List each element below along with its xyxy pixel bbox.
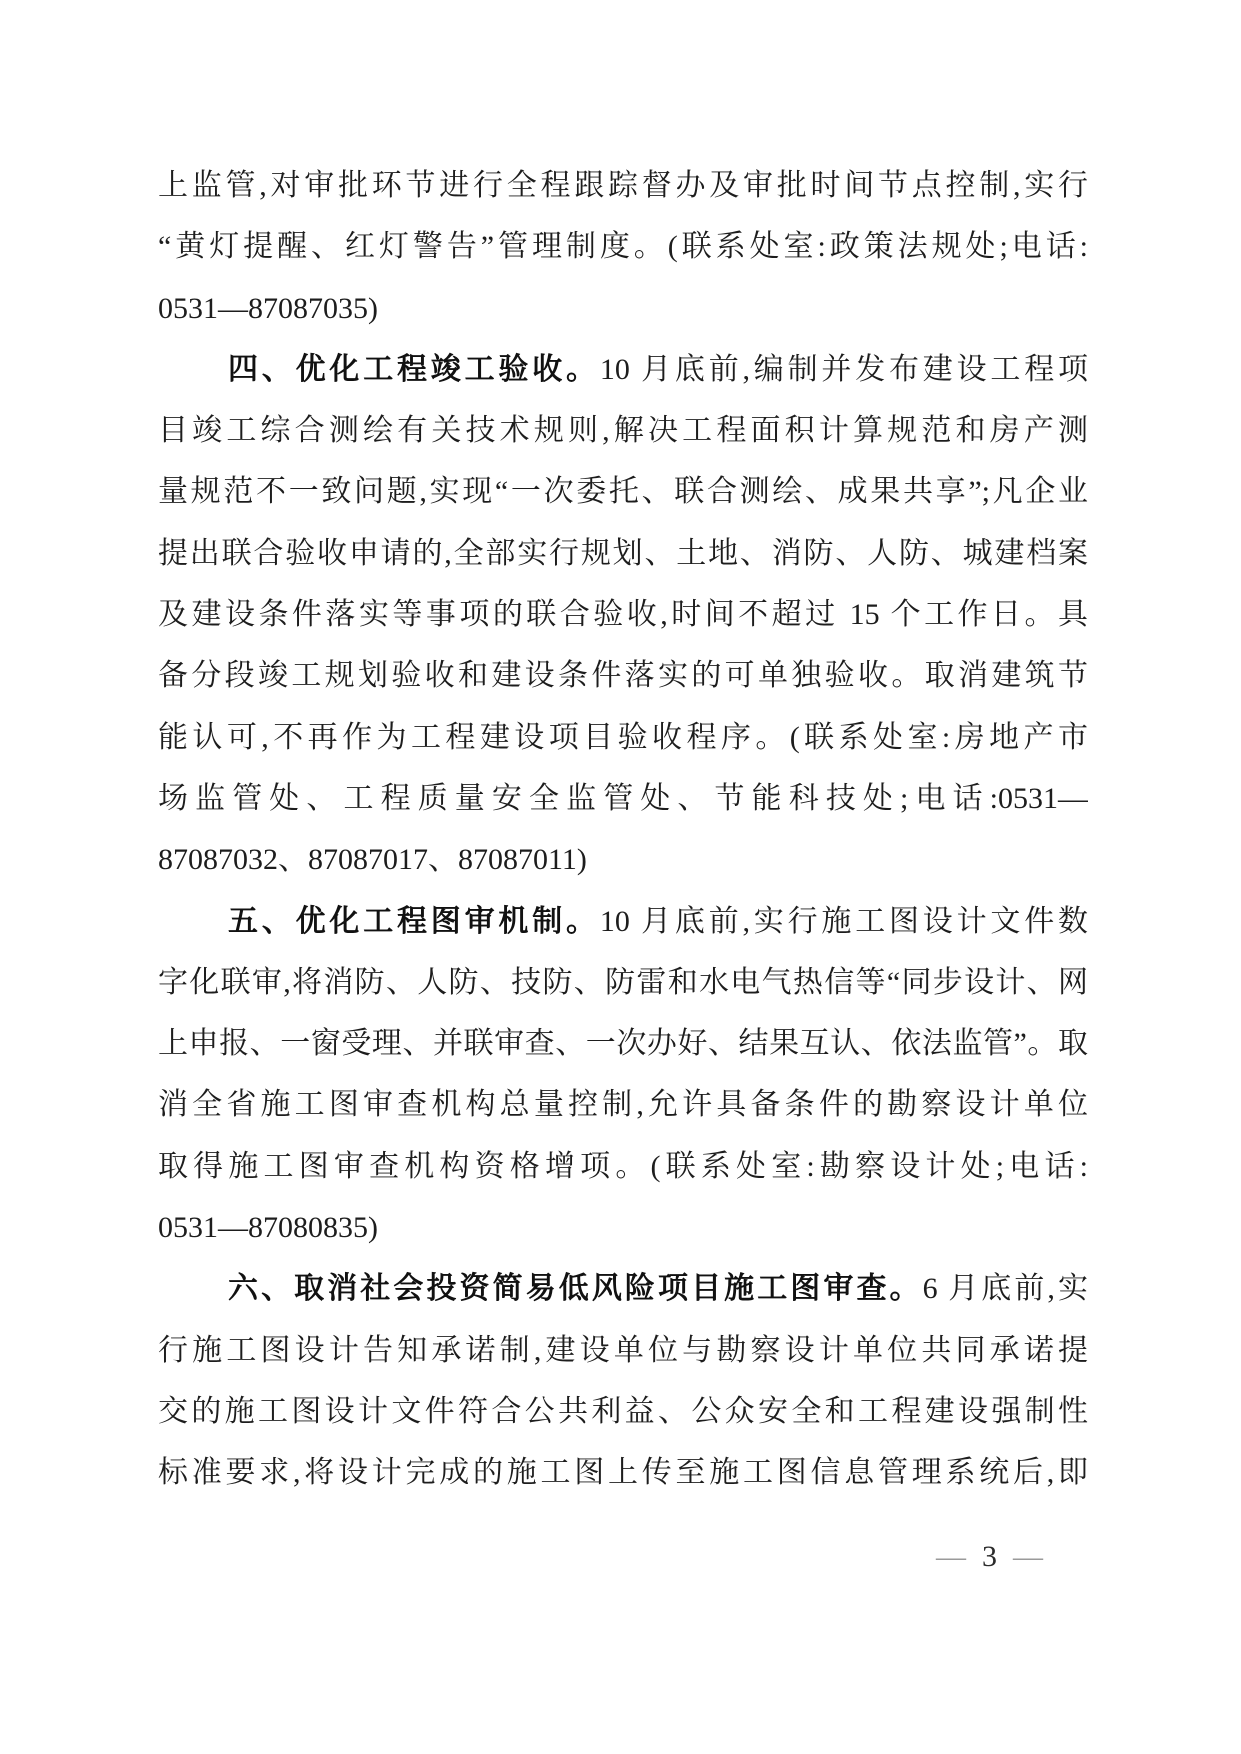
body-line: 上监管,对审批环节进行全程跟踪督办及审批时间节点控制,实行 xyxy=(158,169,1088,202)
body-line: 消全省施工图审查机构总量控制,允许具备条件的勘察设计单位 xyxy=(158,1088,1088,1122)
section-4-heading: 四、优化工程竣工验收。 xyxy=(228,352,600,386)
section-4-first-line xyxy=(158,339,1088,400)
page-number: 3 xyxy=(982,1540,997,1573)
section-5-text: 10 月底前,实行施工图设计文件数 xyxy=(599,904,1088,938)
phone-number-line: 0531—87087035) xyxy=(158,291,378,325)
footer-dash-right: — xyxy=(1013,1540,1043,1573)
section-6-text: 6 月底前,实 xyxy=(922,1272,1088,1306)
document-text-block xyxy=(158,155,1088,1504)
body-line: 上申报、一窗受理、并联审查、一次办好、结果互认、依法监管”。取 xyxy=(158,1027,1088,1061)
body-line: 能认可,不再作为工程建设项目验收程序。(联系处室:房地产市 xyxy=(158,720,1088,754)
section-4-text: 10 月底前,编制并发布建设工程项 xyxy=(599,352,1088,386)
body-line: 字化联审,将消防、人防、技防、防雷和水电气热信等“同步设计、网 xyxy=(158,965,1088,999)
phone-number-line: 87087032、87087017、87087011) xyxy=(158,843,587,877)
body-line: 行施工图设计告知承诺制,建设单位与勘察设计单位共同承诺提 xyxy=(158,1333,1088,1367)
page-footer xyxy=(936,1540,1043,1574)
body-line: 目竣工综合测绘有关技术规则,解决工程面积计算规范和房产测 xyxy=(158,414,1088,448)
body-line: 量规范不一致问题,实现“一次委托、联合测绘、成果共享”;凡企业 xyxy=(158,475,1088,509)
section-5-heading: 五、优化工程图审机制。 xyxy=(228,904,600,938)
body-line: 备分段竣工规划验收和建设条件落实的可单独验收。取消建筑节 xyxy=(158,659,1088,693)
footer-dash-left: — xyxy=(936,1540,966,1573)
body-line: 标准要求,将设计完成的施工图上传至施工图信息管理系统后,即 xyxy=(158,1456,1088,1490)
section-5-first-line xyxy=(158,891,1088,952)
body-line: “黄灯提醒、红灯警告”管理制度。(联系处室:政策法规处;电话: xyxy=(158,230,1088,264)
body-line: 提出联合验收申请的,全部实行规划、土地、消防、人防、城建档案 xyxy=(158,536,1088,570)
section-6-first-line xyxy=(158,1258,1088,1319)
body-line: 取得施工图审查机构资格增项。(联系处室:勘察设计处;电话: xyxy=(158,1149,1088,1183)
phone-number-line: 0531—87080835) xyxy=(158,1211,378,1245)
body-line: 交的施工图设计文件符合公共利益、公众安全和工程建设强制性 xyxy=(158,1394,1088,1428)
body-line: 场监管处、工程质量安全监管处、节能科技处;电话:0531— xyxy=(158,781,1088,815)
body-line: 及建设条件落实等事项的联合验收,时间不超过 15 个工作日。具 xyxy=(158,598,1088,632)
section-6-heading: 六、取消社会投资简易低风险项目施工图审查。 xyxy=(228,1272,923,1306)
